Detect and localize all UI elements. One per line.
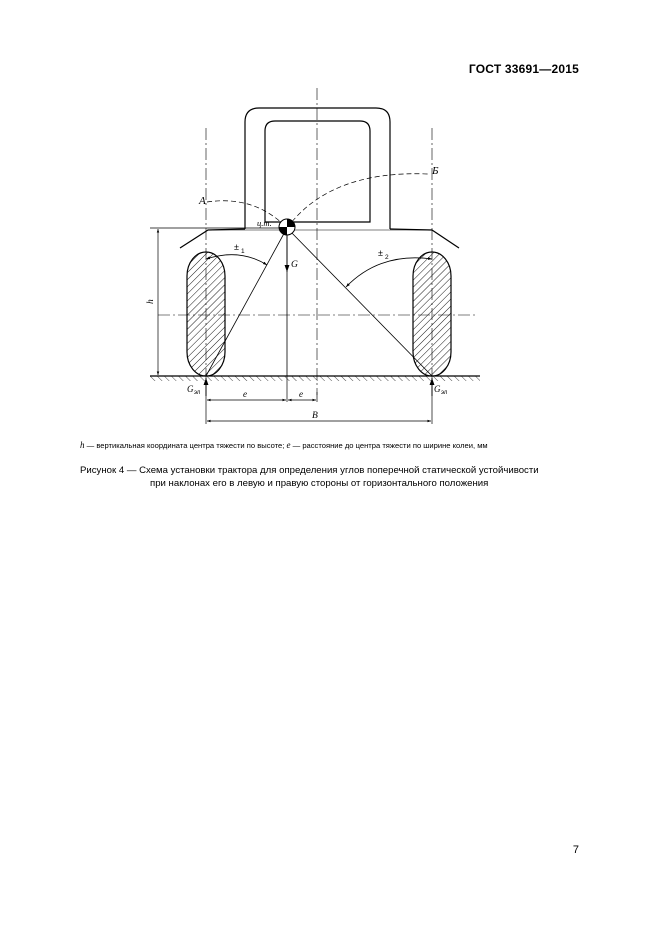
reaction-left-label: G <box>187 384 194 394</box>
right-fender <box>390 229 459 248</box>
dim-b-label: B <box>312 411 318 421</box>
angle-2-label: ± <box>378 248 383 258</box>
left-wheel <box>187 252 225 376</box>
angle-2-subscript: 2 <box>385 254 389 261</box>
point-a-label: А <box>199 195 206 207</box>
wheels <box>187 252 451 376</box>
reaction-right-label: G <box>434 384 441 394</box>
legend-e-symbol: е <box>286 440 291 450</box>
arc-b <box>287 174 428 228</box>
figure-caption <box>80 464 580 490</box>
legend-h-symbol: h <box>80 440 85 450</box>
standard-number: ГОСТ 33691—2015 <box>468 62 579 76</box>
angle-1-label: ± <box>234 242 239 252</box>
figure-legend <box>80 440 600 450</box>
stability-lines <box>206 228 432 376</box>
angle-1-subscript: 1 <box>241 248 245 255</box>
point-b-label: Б <box>432 165 439 177</box>
center-of-gravity-symbol <box>279 219 295 235</box>
cg-label: ц.т. <box>257 218 272 228</box>
right-wheel <box>413 252 451 376</box>
force-g-label: G <box>291 260 298 270</box>
dim-e-left-label: е <box>243 389 247 399</box>
height-h-label: h <box>146 299 156 304</box>
dimensions-e-b <box>206 376 432 424</box>
dim-e-right-label: е <box>299 389 303 399</box>
reaction-right-subscript: эл <box>441 390 448 396</box>
legend-h-text: — вертикальная координата центра тяжести по высоте; <box>84 441 287 450</box>
page-number: 7 <box>572 844 579 856</box>
ground <box>150 376 480 381</box>
cab <box>245 108 390 229</box>
reaction-left-subscript: эл <box>194 390 201 396</box>
angle-arcs <box>206 255 432 287</box>
legend-e-text: — расстояние до центра тяжести по ширине колеи, мм <box>290 441 488 450</box>
cab-window <box>265 121 370 222</box>
caption-line-2: при наклонах его в левую и правую стороны от горизонтального положения <box>150 478 489 489</box>
tractor-body <box>180 229 459 248</box>
caption-line-1: Рисунок 4 — Схема установки трактора для определения углов поперечной статической устойчивости <box>80 465 539 476</box>
arc-a <box>207 201 287 228</box>
tilt-arcs <box>207 174 428 228</box>
cab-outer <box>245 108 390 229</box>
